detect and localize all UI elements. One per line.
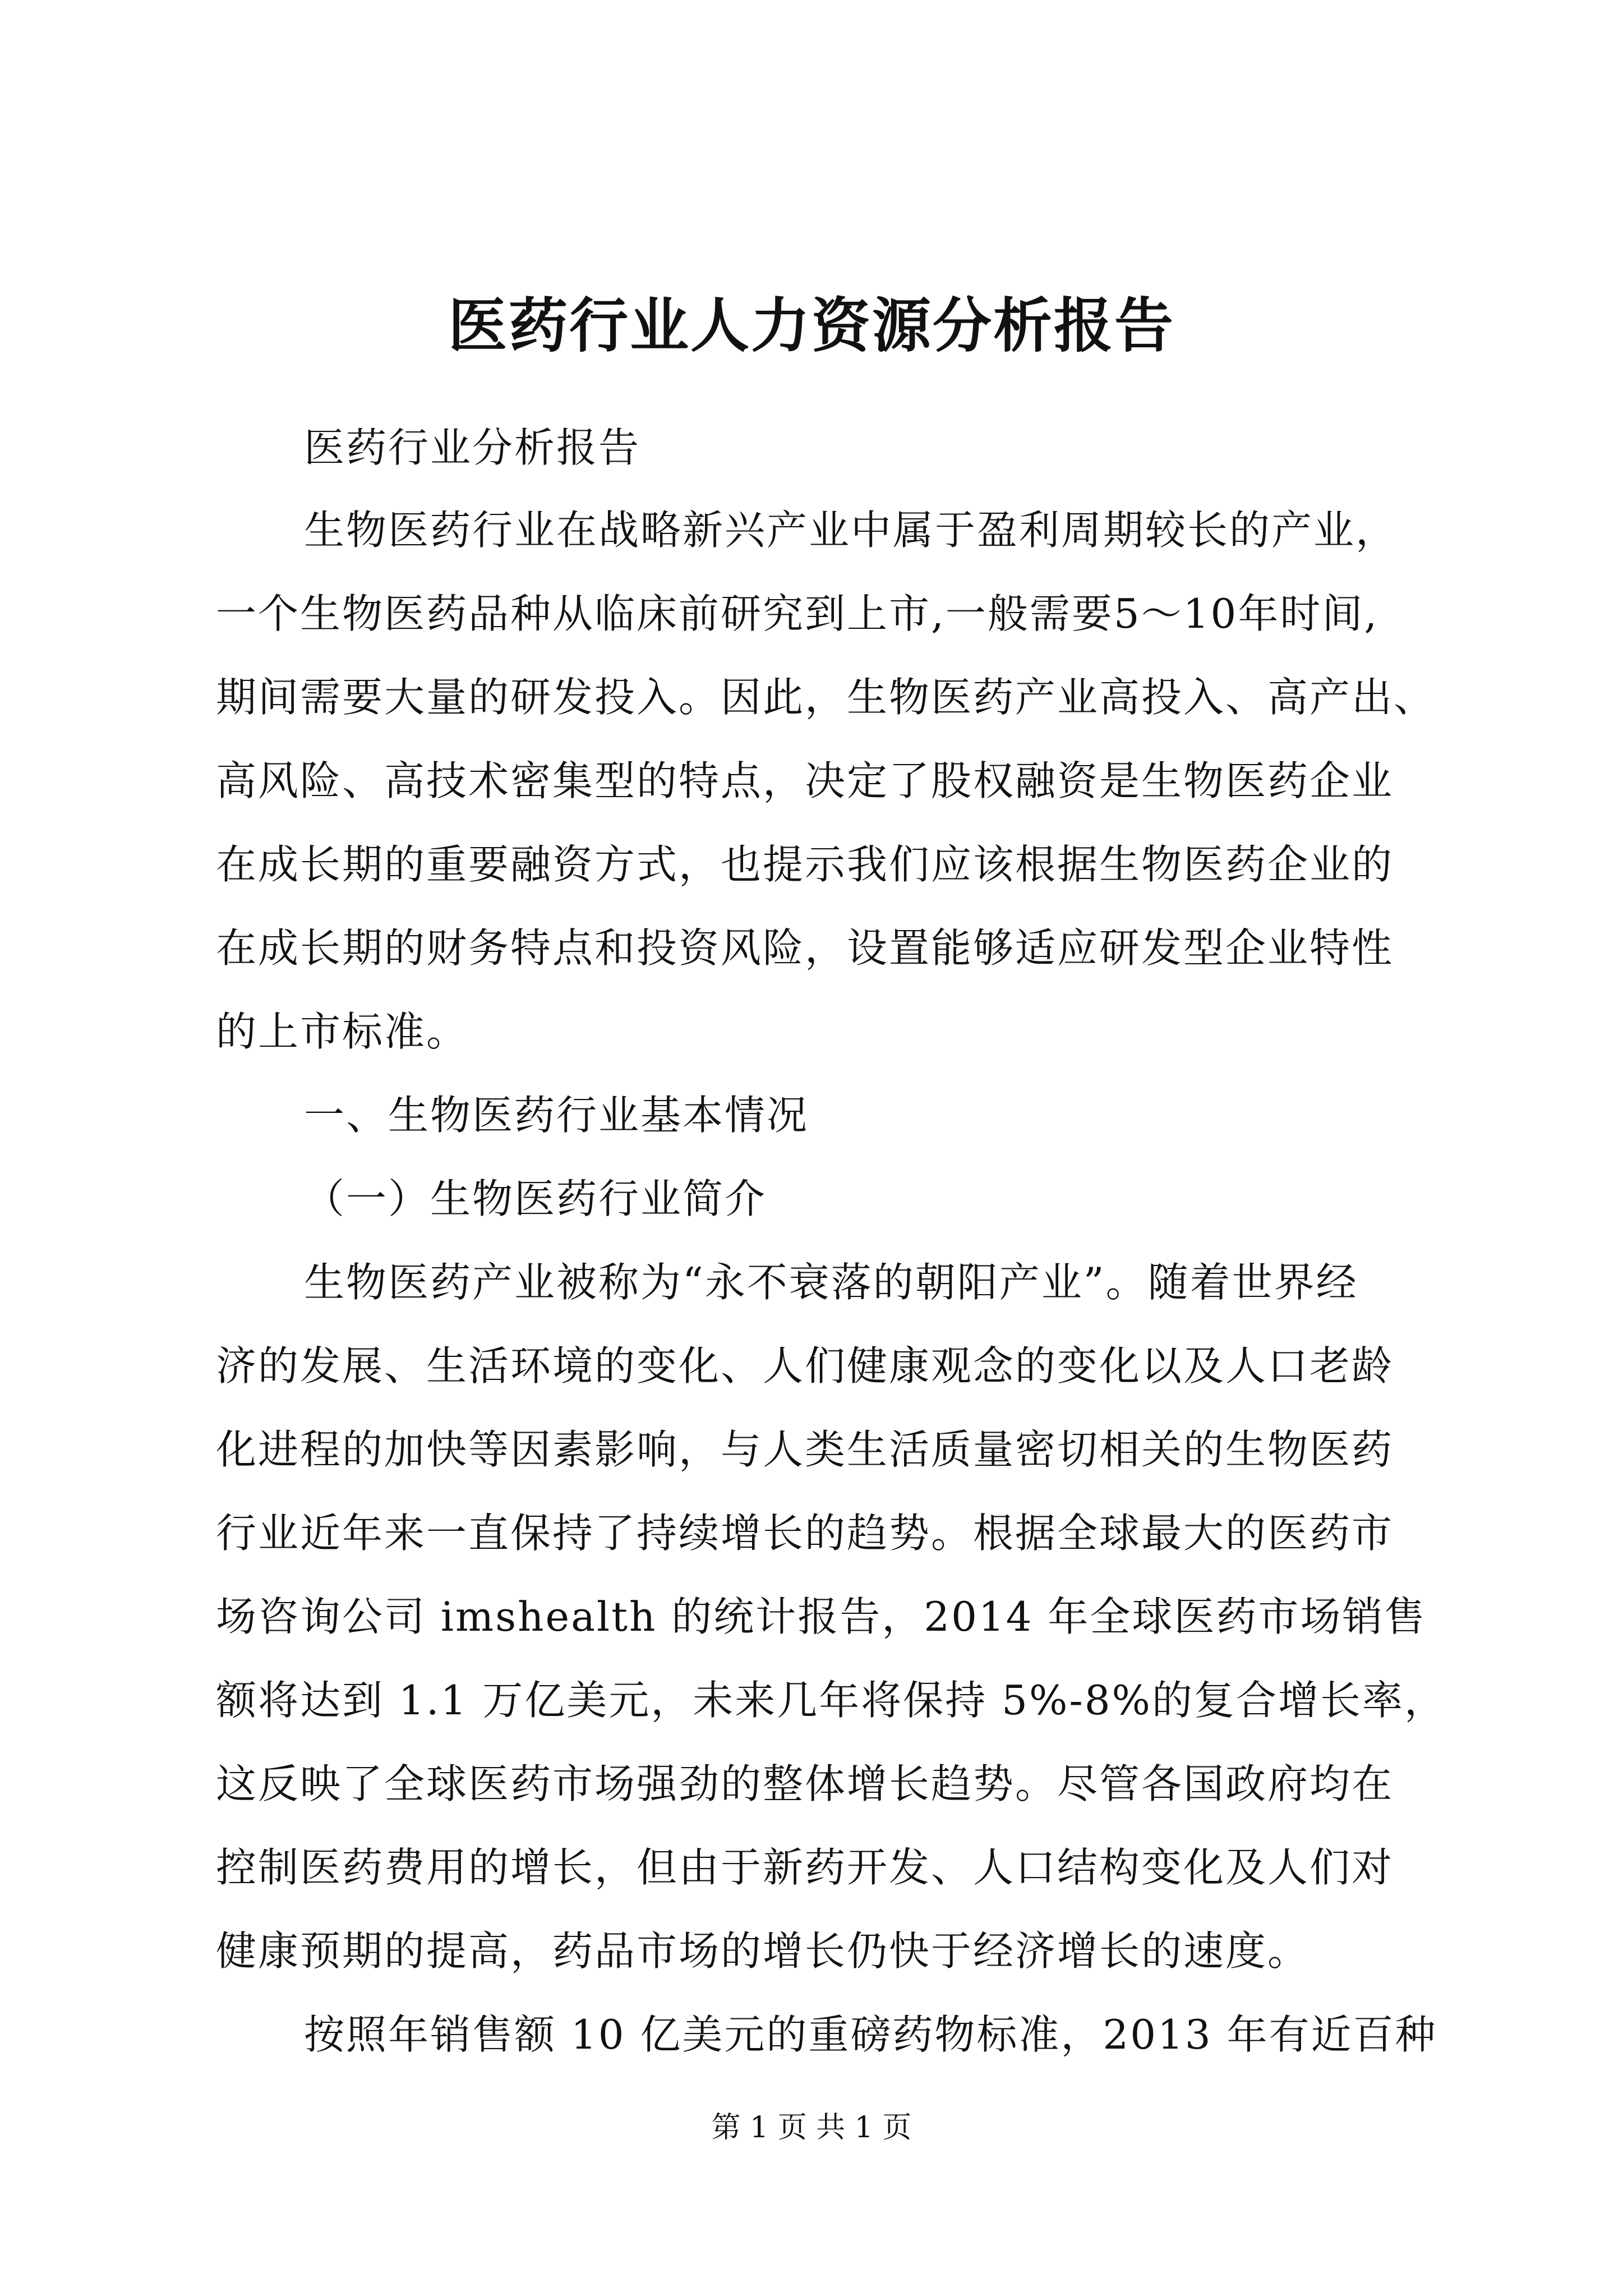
paragraph-line: 化进程的加快等因素影响，与人类生活质量密切相关的生物医药 bbox=[216, 1426, 1394, 1473]
paragraph-line: 控制医药费用的增长，但由于新药开发、人口结构变化及人们对 bbox=[216, 1844, 1394, 1891]
paragraph-line: 的上市标准。 bbox=[216, 1008, 469, 1055]
paragraph-line: 济的发展、生活环境的变化、人们健康观念的变化以及人口老龄 bbox=[216, 1342, 1394, 1389]
subtitle-line: 医药行业分析报告 bbox=[304, 424, 641, 471]
paragraph-line: 期间需要大量的研发投入。因此，生物医药产业高投入、高产出、 bbox=[216, 674, 1436, 721]
section-heading: 一、生物医药行业基本情况 bbox=[304, 1092, 809, 1139]
page-number-footer: 第 1 页 共 1 页 bbox=[711, 2111, 912, 2145]
paragraph-line: 这反映了全球医药市场强劲的整体增长趋势。尽管各国政府均在 bbox=[216, 1760, 1394, 1807]
paragraph-line: 高风险、高技术密集型的特点，决定了股权融资是生物医药企业 bbox=[216, 757, 1394, 804]
paragraph-line: 在成长期的财务特点和投资风险，设置能够适应研发型企业特性 bbox=[216, 924, 1394, 972]
paragraph-line: 额将达到 1.1 万亿美元，未来几年将保持 5%-8%的复合增长率， bbox=[216, 1677, 1446, 1724]
paragraph-line: 场咨询公司 imshealth 的统计报告，2014 年全球医药市场销售 bbox=[216, 1593, 1427, 1640]
paragraph-line: 生物医药行业在战略新兴产业中属于盈利周期较长的产业， bbox=[304, 507, 1398, 554]
paragraph-line: 按照年销售额 10 亿美元的重磅药物标准，2013 年有近百种 bbox=[304, 2011, 1437, 2058]
paragraph-line: 生物医药产业被称为“永不衰落的朝阳产业”。随着世界经 bbox=[304, 1259, 1358, 1306]
paragraph-line: 行业近年来一直保持了持续增长的趋势。根据全球最大的医药市 bbox=[216, 1510, 1394, 1557]
subsection-heading: （一）生物医药行业简介 bbox=[304, 1175, 767, 1222]
paragraph-line: 一个生物医药品种从临床前研究到上市,一般需要5～10年时间, bbox=[216, 590, 1379, 637]
paragraph-line: 健康预期的提高，药品市场的增长仍快于经济增长的速度。 bbox=[216, 1927, 1310, 1975]
paragraph-line: 在成长期的重要融资方式，也提示我们应该根据生物医药企业的 bbox=[216, 841, 1394, 888]
document-title: 医药行业人力资源分析报告 bbox=[448, 291, 1175, 360]
